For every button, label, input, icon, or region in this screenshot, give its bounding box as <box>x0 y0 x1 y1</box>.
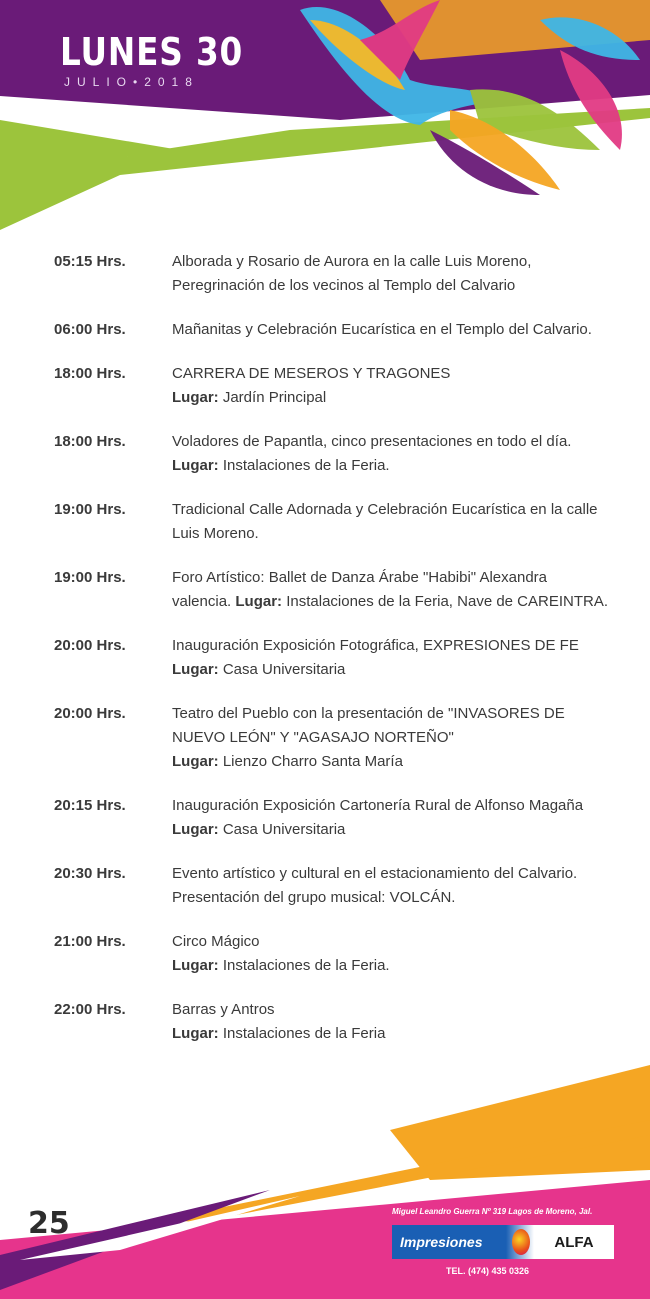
event-schedule <box>54 250 634 1066</box>
sponsor-phone: TEL. (474) 435 0326 <box>446 1266 530 1276</box>
event-description-line: Barras y Antros <box>172 1001 275 1018</box>
event-row <box>54 250 634 298</box>
event-description-line: Inauguración Exposición Fotográfica, EXPRESIONES DE FE <box>172 637 579 654</box>
event-description <box>172 362 634 410</box>
page-subtitle-date: JULIO•2018 <box>64 75 199 89</box>
event-location-value: Jardín Principal <box>222 389 327 406</box>
event-description <box>172 634 634 682</box>
event-description <box>172 318 634 342</box>
event-description-line: NUEVO LEÓN" Y "AGASAJO NORTEÑO" <box>172 729 454 746</box>
event-location-line <box>172 386 634 410</box>
event-description <box>172 702 634 774</box>
event-row <box>54 430 634 478</box>
logo-flame-icon <box>506 1225 534 1259</box>
event-time: 20:30 Hrs. <box>54 865 126 882</box>
event-location-value: Casa Universitaria <box>222 821 346 838</box>
event-row <box>54 794 634 842</box>
event-location-value: Lienzo Charro Santa María <box>222 753 403 770</box>
event-description <box>172 998 634 1046</box>
event-row <box>54 998 634 1046</box>
event-row <box>54 498 634 546</box>
event-description-line: Teatro del Pueblo con la presentación de "INVASORES DE <box>172 705 565 722</box>
event-location-value: Instalaciones de la Feria. <box>222 957 390 974</box>
event-description-line: Peregrinación de los vecinos al Templo del Calvario <box>172 277 516 294</box>
event-row <box>54 362 634 410</box>
event-row <box>54 862 634 910</box>
event-description <box>172 930 634 978</box>
event-description-continuation: valencia. <box>172 593 232 610</box>
event-time: 19:00 Hrs. <box>54 569 126 586</box>
event-row <box>54 930 634 978</box>
event-row <box>54 318 634 342</box>
event-location-label: Lugar: <box>172 1025 219 1042</box>
event-row <box>54 702 634 774</box>
event-location-line <box>172 818 634 842</box>
event-location-line <box>172 1022 634 1046</box>
event-description-line: Evento artístico y cultural en el estacionamiento del Calvario. <box>172 865 578 882</box>
event-location-label: Lugar: <box>172 389 219 406</box>
event-time: 21:00 Hrs. <box>54 933 126 950</box>
event-description-line: Circo Mágico <box>172 933 260 950</box>
event-description <box>172 862 634 910</box>
event-location-value: Instalaciones de la Feria, Nave de CAREINTRA. <box>286 593 609 610</box>
event-time: 22:00 Hrs. <box>54 1001 126 1018</box>
event-location-label: Lugar: <box>235 593 283 610</box>
event-location-value: Casa Universitaria <box>222 661 346 678</box>
event-description <box>172 566 634 614</box>
event-location-label: Lugar: <box>172 457 219 474</box>
event-description <box>172 498 634 546</box>
event-location-value: Instalaciones de la Feria <box>222 1025 386 1042</box>
event-time: 20:00 Hrs. <box>54 705 126 722</box>
event-description-line: Presentación del grupo musical: VOLCÁN. <box>172 889 456 906</box>
event-location-line <box>172 454 634 478</box>
event-location-line <box>172 954 634 978</box>
event-location-label: Lugar: <box>172 661 219 678</box>
event-time: 19:00 Hrs. <box>54 501 126 518</box>
event-description-line: Voladores de Papantla, cinco presentaciones en todo el día. <box>172 433 572 450</box>
event-description-line: Luis Moreno. <box>172 525 259 542</box>
event-time: 20:00 Hrs. <box>54 637 126 654</box>
event-time: 20:15 Hrs. <box>54 797 126 814</box>
event-time: 18:00 Hrs. <box>54 433 126 450</box>
event-location-label: Lugar: <box>172 821 219 838</box>
event-location-line <box>172 590 634 614</box>
event-description-line: CARRERA DE MESEROS Y TRAGONES <box>172 365 451 382</box>
event-description-line: Inauguración Exposición Cartonería Rural de Alfonso Magaña <box>172 797 584 814</box>
event-location-line <box>172 658 634 682</box>
logo-text-impresiones: Impresiones <box>392 1225 506 1259</box>
event-description <box>172 250 634 298</box>
event-location-label: Lugar: <box>172 753 219 770</box>
event-time: 06:00 Hrs. <box>54 321 126 338</box>
event-description <box>172 794 634 842</box>
event-description-line: Tradicional Calle Adornada y Celebración Eucarística en la calle <box>172 501 598 518</box>
sponsor-address: Miguel Leandro Guerra Nº 319 Lagos de Moreno, Jal. <box>392 1207 593 1216</box>
event-description <box>172 430 634 478</box>
logo-text-alfa: ALFA <box>534 1225 614 1259</box>
page-number: 25 <box>28 1206 70 1241</box>
event-location-value: Instalaciones de la Feria. <box>222 457 390 474</box>
event-description-line: Foro Artístico: Ballet de Danza Árabe "Habibi" Alexandra <box>172 569 548 586</box>
sponsor-logo <box>392 1225 614 1259</box>
event-row <box>54 634 634 682</box>
page-title: LUNES 30 <box>60 30 244 74</box>
event-location-label: Lugar: <box>172 957 219 974</box>
event-description-line: Alborada y Rosario de Aurora en la calle Luis Moreno, <box>172 253 532 270</box>
event-row <box>54 566 634 614</box>
event-time: 18:00 Hrs. <box>54 365 126 382</box>
event-time: 05:15 Hrs. <box>54 253 126 270</box>
event-description-line: Mañanitas y Celebración Eucarística en el Templo del Calvario. <box>172 321 592 338</box>
event-location-line <box>172 750 634 774</box>
